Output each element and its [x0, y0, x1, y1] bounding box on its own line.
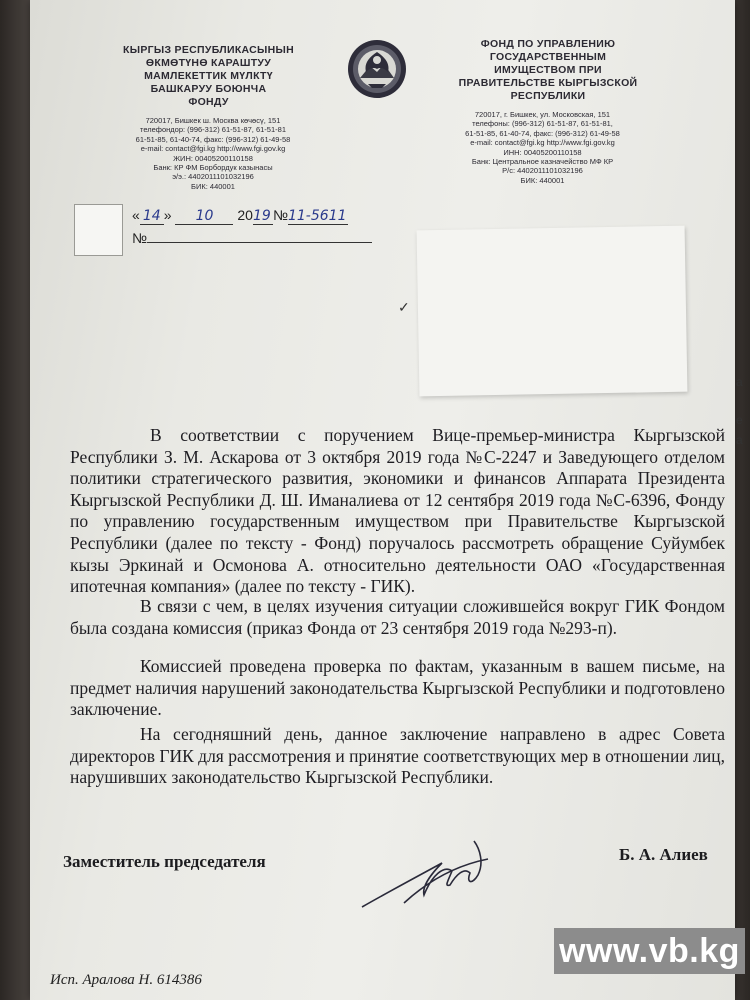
handwritten-signature [360, 835, 500, 915]
page-edge-marks: а е а [736, 375, 743, 447]
kyrgyz-state-emblem-icon [346, 38, 408, 100]
executor-note: Исп. Аралова Н. 614386 [50, 972, 202, 988]
registration-date-line [132, 207, 382, 225]
reg-number: 11-5611 [287, 208, 347, 224]
close-quote: » [163, 207, 172, 223]
redaction-sticker [417, 226, 688, 397]
signatory-position: Заместитель председателя [63, 852, 266, 871]
letterhead-left-details: 720017, Бишкек ш. Москва көчөсү, 151 телефондор: (996-312) 61-51-87, 61-51-81 61-51-85, 61-40-74, факс: (996-312) 61-49-58 e-mail: contact@fgi.kg http://www.fgi.gov.kg ЖИН: 00405200110158 Банк: КР ФМ Борбордук казынасы э/э.: 4402011101032196 БИК: 440001 [135, 116, 291, 191]
reg-no-label: № [272, 207, 288, 223]
reg-day: 14 [140, 208, 164, 225]
open-quote: « [132, 207, 140, 223]
letterhead-left-title: КЫРГЫЗ РЕСПУБЛИКАСЫНЫН ӨКМӨТҮНӨ КАРАШТУУ МАМЛЕКЕТТИК МҮЛКТҮ БАШКАРУУ БОЮНЧА ФОНДУ [123, 44, 294, 108]
pen-mark: ✓ [398, 301, 410, 316]
letterhead-right-details: 720017, г. Бишкек, ул. Московская, 151 телефоны: (996-312) 61-51-87, 61-51-81, 61-51-85, 61-40-74, факс: (996-312) 61-49-58 e-mail: contact@fgi.kg http://www.fgi.gov.kg ИНН: 00405200110158 Банк: Центральное казначейство МФ КР Р/с: 4402011101032196 БИК: 440001 [465, 110, 620, 185]
signatory-name: Б. А. Алиев [619, 845, 708, 864]
reg-year-suffix: 19 [253, 208, 273, 225]
letterhead-right-title: ФОНД ПО УПРАВЛЕНИЮ ГОСУДАРСТВЕННЫМ ИМУЩЕСТВОМ ПРИ ПРАВИТЕЛЬСТВЕ КЫРГЫЗСКОЙ РЕСПУБЛИКИ [458, 38, 638, 102]
ref-no-label: № [132, 230, 148, 246]
reg-month: 10 [175, 208, 233, 225]
body-paragraph-2: В связи с чем, в целях изучения ситуации сложившейся вокруг ГИК Фондом была создана комиссия (приказ Фонда от 23 сентября 2019 года №293-п). [70, 596, 725, 638]
body-paragraph-3: Комиссией проведена проверка по фактам, указанным в вашем письме, на предмет наличия нарушений законодательства Кыргызской Республики и подготовлено заключение. [70, 656, 725, 720]
ref-number-blank [147, 230, 372, 243]
registration-stamp-box [74, 204, 123, 256]
source-watermark: www.vb.kg [554, 928, 745, 974]
body-paragraph-4: На сегодняшний день, данное заключение направлено в адрес Совета директоров ГИК для рассмотрения и принятие соответствующих мер в отношении лиц, нарушивших законодательство Кыргызской Республики. [70, 724, 725, 788]
reference-number-line [132, 230, 377, 246]
body-paragraph-1: В соответствии с поручением Вице-премьер-министра Кыргызской Республики З. М. Аскарова от 3 октября 2019 года №С-2247 и Заведующего отделом политики стратегического развития, экономики и финансов Аппарата Президента Кыргызской Республики Д. Ш. Иманалиева от 12 сентября 2019 года №С-6396, Фонду по управлению государственным имуществом при Правительстве Кыргызской Республики (далее по тексту - Фонд) поручалось рассмотреть обращение Суйумбек кызы Эркинай и Осмонова А. относительно деятельности ОАО «Государственная ипотечная компания» (далее по тексту - ГИК). [70, 425, 725, 597]
reg-year-prefix: 20 [237, 207, 253, 223]
